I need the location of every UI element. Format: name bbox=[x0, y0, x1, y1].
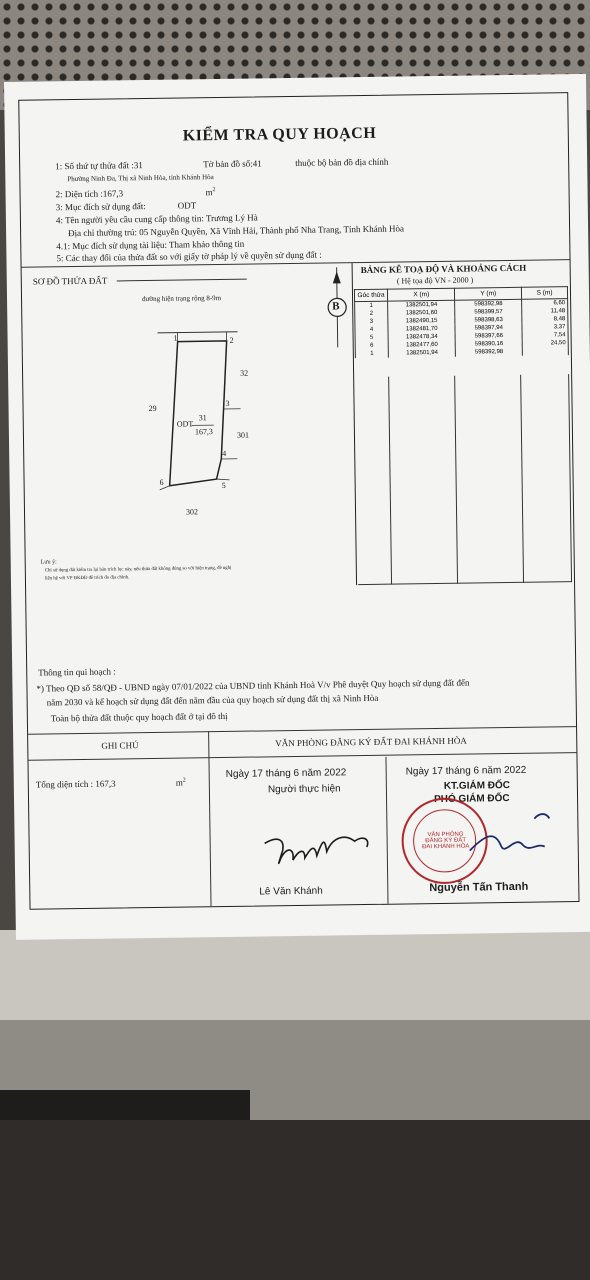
point-6-label: 6 bbox=[159, 477, 164, 487]
performer-label: Người thực hiện bbox=[267, 783, 341, 796]
table-cell: 4 bbox=[355, 326, 388, 334]
col-header: X (m) bbox=[388, 288, 455, 301]
name-right: Nguyễn Tấn Thanh bbox=[429, 880, 529, 895]
use-purpose-text: 4.1: Mục đích sử dụng tài liệu: Tham khảo thông tin bbox=[56, 238, 245, 252]
map-sheet: Tờ bản đồ số:41 bbox=[203, 158, 262, 170]
table-cell: 11,48 bbox=[522, 307, 568, 316]
signature-left bbox=[265, 837, 368, 864]
table-cell: 1382501,60 bbox=[388, 309, 455, 318]
coords-heading: BẢNG KÊ TOẠ ĐỘ VÀ KHOẢNG CÁCH bbox=[360, 262, 527, 276]
note-line-2: liên hệ với VP ĐKĐĐ để trích đo địa chính. bbox=[44, 575, 130, 582]
table-cell: 8,48 bbox=[522, 315, 568, 324]
neighbor-32: 32 bbox=[240, 368, 249, 378]
signatures bbox=[4, 74, 590, 940]
point-4-label: 4 bbox=[222, 448, 227, 458]
col-header: Góc thửa bbox=[354, 289, 387, 301]
table-cell: 598398,63 bbox=[455, 316, 522, 325]
purpose-label: 3: Mục đích sử dụng đất: bbox=[55, 201, 146, 213]
col-header: Y (m) bbox=[455, 287, 522, 300]
table-cell: 598399,57 bbox=[455, 308, 522, 317]
col-header: S (m) bbox=[522, 287, 568, 300]
parcel-number-label: 31 bbox=[198, 413, 207, 423]
table-cell: 3 bbox=[355, 318, 388, 326]
point-3-label: 3 bbox=[225, 398, 230, 408]
table-cell: 598397,94 bbox=[455, 324, 522, 333]
address-text: Địa chỉ thường trú: 05 Nguyễn Quyền, Xã Vĩnh Hải, Thành phố Nha Trang, Tỉnh Khánh Hòa bbox=[68, 223, 405, 239]
office-heading: VĂN PHÒNG ĐĂNG KÝ ĐẤT ĐAI KHÁNH HÒA bbox=[275, 735, 467, 749]
parcel-type: ODT bbox=[176, 419, 194, 429]
background-floor bbox=[0, 1120, 590, 1280]
neighbor-301: 301 bbox=[236, 430, 250, 440]
parcel-area-label: 167,3 bbox=[194, 427, 213, 437]
table-cell: 1382478,34 bbox=[388, 333, 455, 342]
neighbor-302: 302 bbox=[185, 507, 199, 517]
total-area: Tổng diện tích : 167,3 bbox=[35, 778, 116, 790]
table-cell: 6,60 bbox=[522, 299, 568, 308]
table-cell: 6 bbox=[355, 342, 388, 350]
map-set: thuộc bộ bản đồ địa chính bbox=[295, 156, 389, 168]
table-cell: 2 bbox=[355, 310, 388, 318]
note-line-1: Chỉ sử dụng đất kiểm tra lại bản trích lục này, nếu thửa đất không đúng so với hiện trạng, đề nghị bbox=[44, 565, 232, 574]
table-cell: 1382501,94 bbox=[388, 300, 455, 309]
purpose-value: ODT bbox=[177, 200, 197, 211]
background-surface bbox=[0, 930, 590, 1020]
name-left: Lê Văn Khánh bbox=[259, 885, 323, 898]
planning-text-3: Toàn bộ thửa đất thuộc quy hoạch đất ở tại đô thị bbox=[50, 710, 228, 724]
point-2-label: 2 bbox=[229, 335, 234, 345]
area-text: 2: Diện tích :167,3 bbox=[55, 188, 124, 200]
planning-text-2: năm 2030 và kế hoạch sử dụng đất đến năm đầu của quy hoạch sử dụng đất thị xã Ninh Hòa bbox=[46, 692, 379, 708]
coords-subheading: ( Hệ tọa độ VN - 2000 ) bbox=[396, 275, 474, 286]
table-cell: 1 bbox=[355, 350, 388, 358]
stamp-text: VĂN PHÒNG ĐĂNG KÝ ĐẤT ĐAI KHÁNH HÒA bbox=[422, 831, 470, 851]
table-cell: 24,50 bbox=[522, 339, 568, 348]
north-label: B bbox=[332, 300, 340, 313]
table-cell: 3,37 bbox=[522, 323, 568, 332]
table-cell: 1382481,70 bbox=[388, 325, 455, 334]
neighbor-29: 29 bbox=[148, 403, 157, 414]
table-cell: 1382477,60 bbox=[388, 341, 455, 350]
changes-text: 5: Các thay đổi của thửa đất so với giấy tờ pháp lý về quyền sử dụng đất : bbox=[56, 249, 322, 264]
table-cell: 598392,98 bbox=[456, 348, 523, 357]
requester-text: 4: Tên người yêu cầu cung cấp thông tin: Trương Lý Hà bbox=[55, 212, 258, 226]
table-cell: 1 bbox=[355, 301, 388, 310]
date-left: Ngày 17 tháng 6 năm 2022 bbox=[225, 767, 347, 780]
note-label: Lưu ý: bbox=[40, 559, 57, 566]
table-cell: 598392,98 bbox=[455, 299, 522, 308]
road-label: đường hiện trạng rộng 8-9m bbox=[141, 293, 222, 304]
table-cell: 7,54 bbox=[522, 331, 568, 340]
table-cell: 598397,66 bbox=[455, 332, 522, 341]
deputy-label: PHÓ GIÁM ĐỐC bbox=[433, 793, 510, 806]
point-5-label: 5 bbox=[221, 480, 226, 490]
kt-label: KT.GIÁM ĐỐC bbox=[443, 780, 511, 792]
diagram-heading: SƠ ĐỒ THỬA ĐẤT bbox=[32, 275, 108, 287]
table-cell: 1382490,15 bbox=[388, 317, 455, 326]
date-right: Ngày 17 tháng 6 năm 2022 bbox=[405, 764, 527, 778]
point-1-label: 1 bbox=[173, 333, 178, 343]
document-paper bbox=[4, 74, 590, 940]
area-unit: $m^2$ bbox=[205, 187, 216, 198]
planning-heading: Thông tin qui hoạch : bbox=[38, 666, 116, 678]
planning-text-1: *) Theo QĐ số 58/QĐ - UBND ngày 07/01/2022 của UBND tỉnh Khánh Hoà V/v Phê duyệt Quy hoạch sử dụng đất đến bbox=[36, 677, 470, 694]
document-title: KIỂM TRA QUY HOẠCH bbox=[182, 124, 377, 145]
total-area-unit: $m^2$ bbox=[175, 777, 186, 788]
table-cell: 5 bbox=[355, 334, 388, 342]
location-text: Phường Ninh Đa, Thị xã Ninh Hòa, tỉnh Khánh Hòa bbox=[67, 173, 214, 184]
table-cell: 1382501,94 bbox=[388, 349, 455, 358]
table-cell: 598390,16 bbox=[456, 340, 523, 349]
parcel-number: 1: Số thứ tự thửa đất :31 bbox=[55, 160, 143, 172]
notes-heading: GHI CHÚ bbox=[101, 740, 139, 751]
background-bar bbox=[0, 1090, 250, 1120]
